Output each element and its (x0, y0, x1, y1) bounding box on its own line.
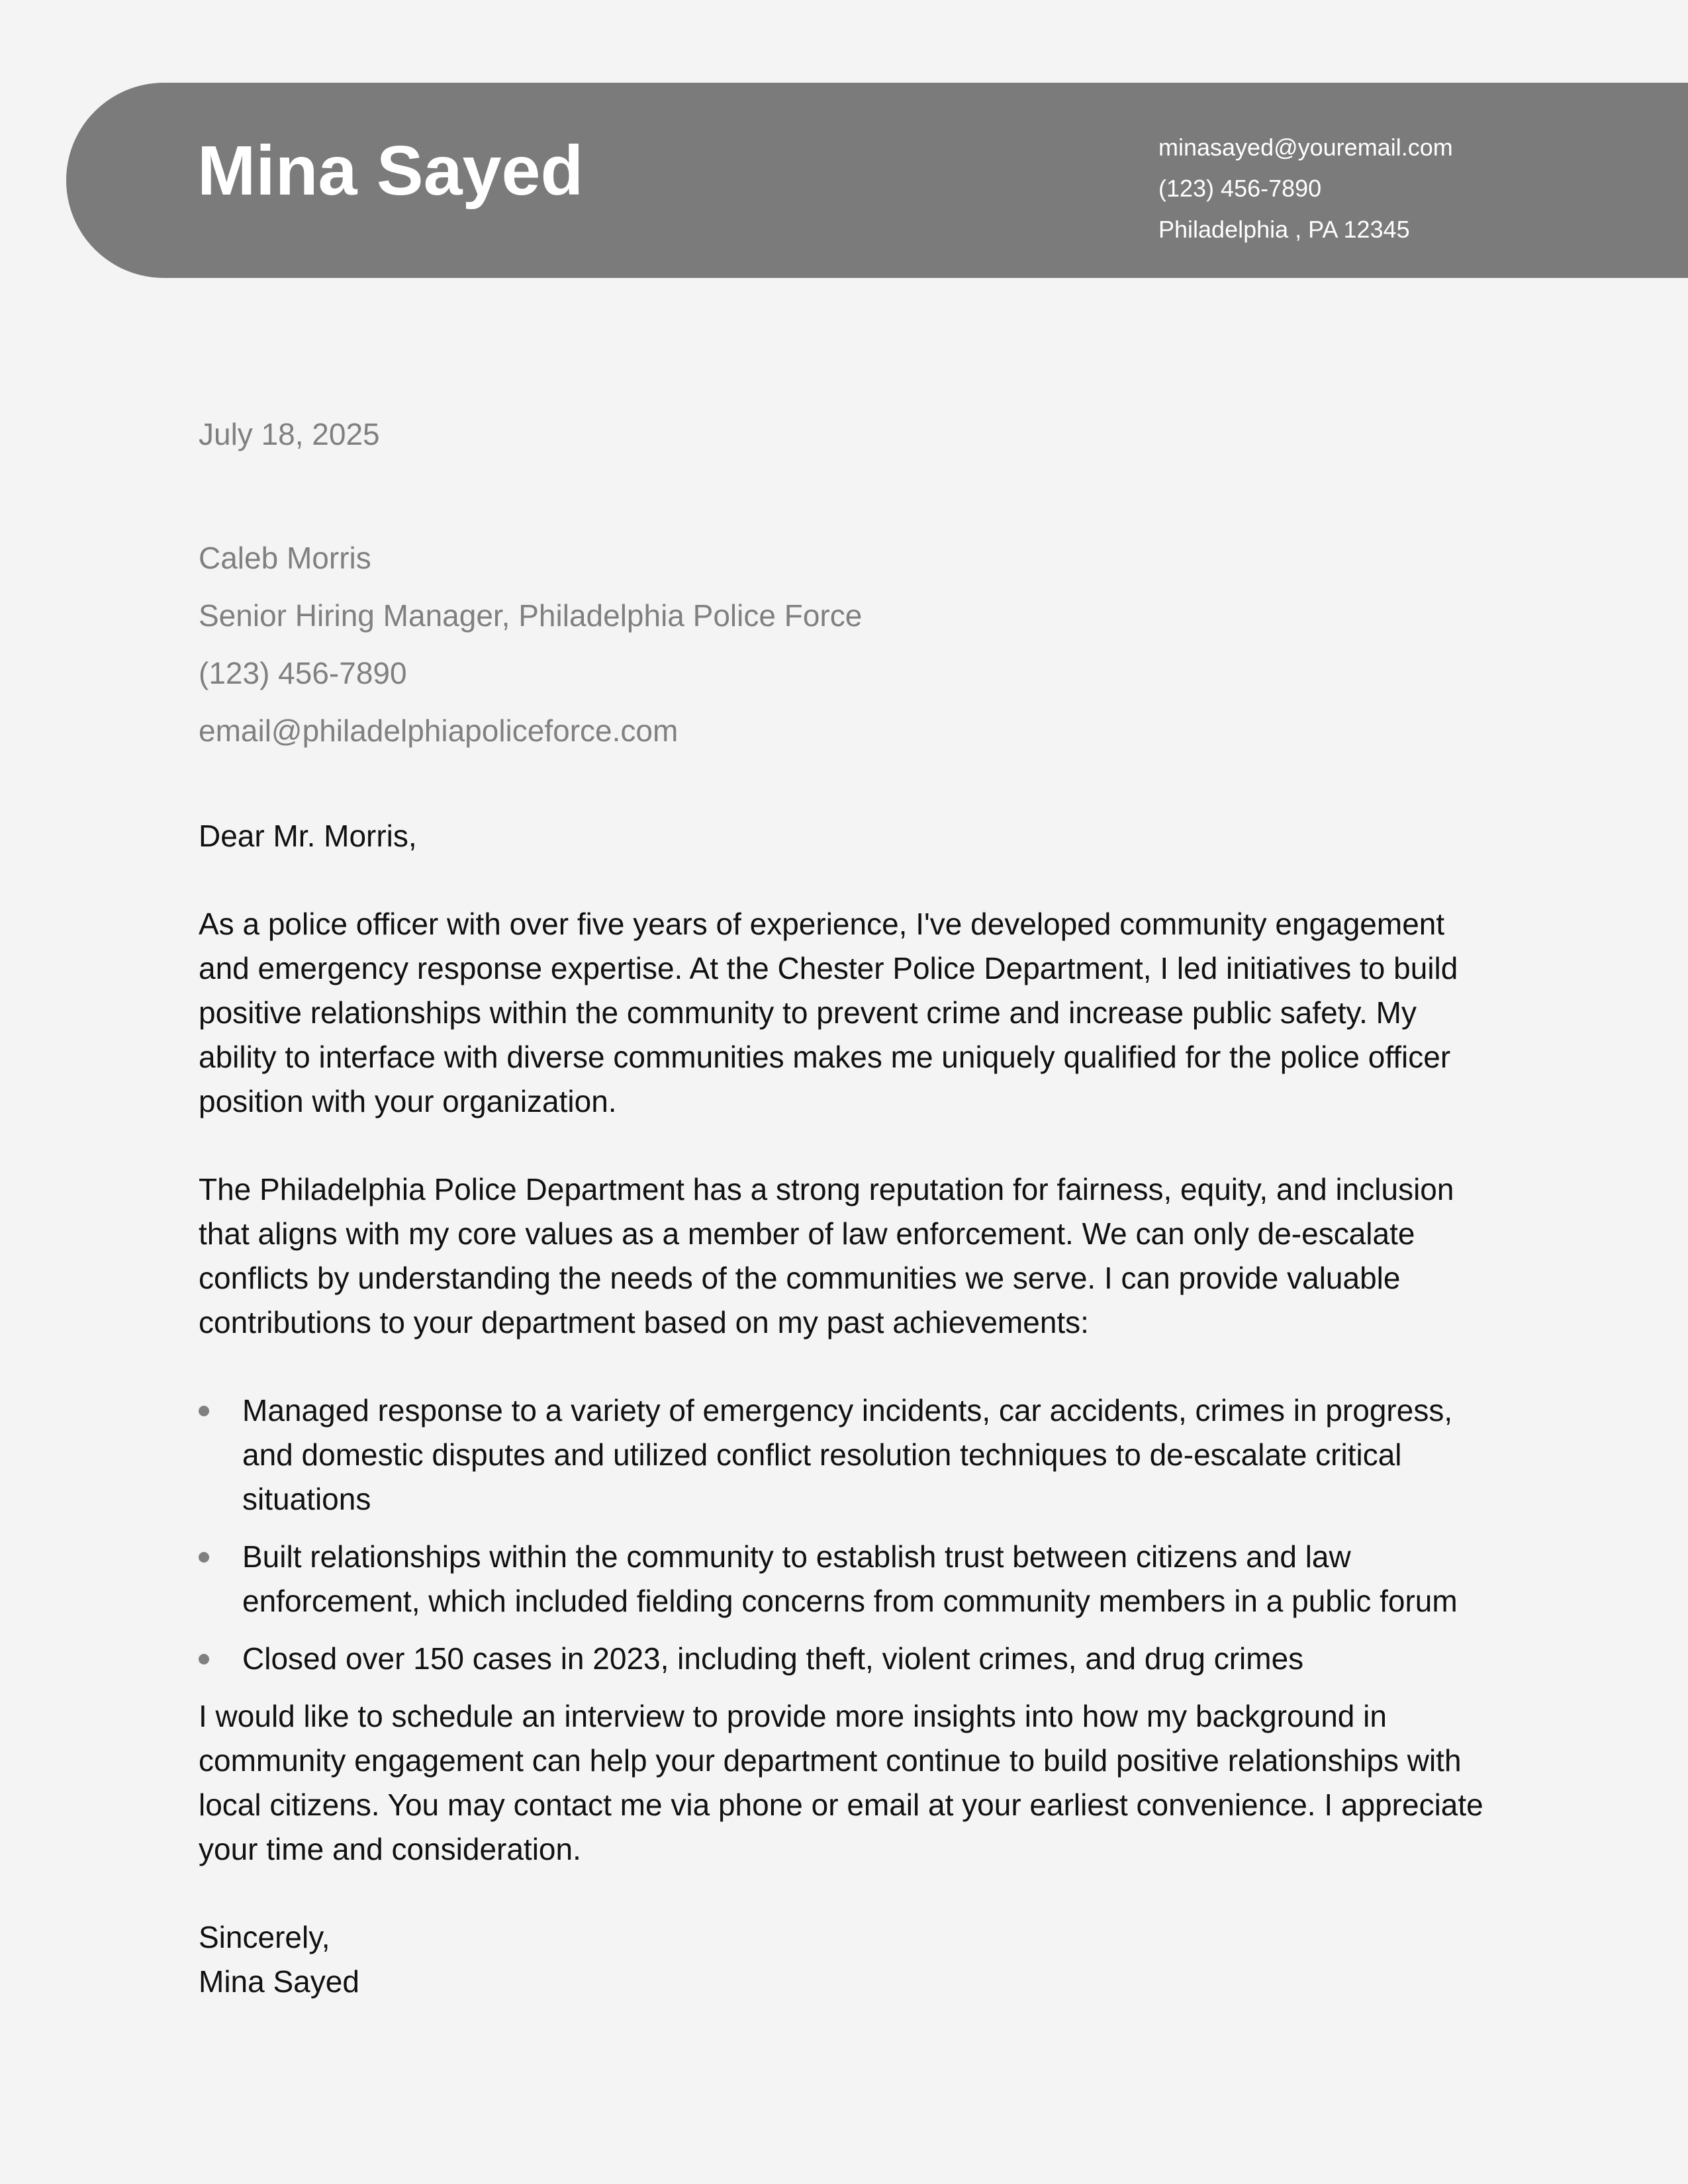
recipient-phone: (123) 456-7890 (199, 656, 407, 690)
sender-email: minasayed@youremail.com (1158, 134, 1453, 161)
recipient-name: Caleb Morris (199, 541, 371, 575)
bullet-icon (199, 1654, 209, 1664)
list-item (199, 1388, 1503, 1522)
sender-contact (1158, 127, 1662, 250)
achievement-text: Built relationships within the community to establish trust between citizens and law enforcement, which included fielding concerns from community members in a public forum (242, 1539, 1458, 1618)
achievements-list (199, 1388, 1503, 1681)
letter-body (199, 814, 1503, 2004)
paragraph-closing: I would like to schedule an interview to provide more insights into how my background in community engagement can help your department continue to build positive relationships with local citizens. You may contact me via phone or email at your earliest convenience. I appreciate your time and consideration. (199, 1699, 1483, 1866)
paragraph-department: The Philadelphia Police Department has a strong reputation for fairness, equity, and inclusion that aligns with my core values as a member of law enforcement. We can only de-escalate conflicts by understanding the needs of the communities we serve. I can provide valuable contributions to your department based on my past achievements: (199, 1172, 1454, 1340)
sender-location: Philadelphia , PA 12345 (1158, 216, 1410, 243)
sender-phone: (123) 456-7890 (1158, 175, 1322, 202)
list-item (199, 1637, 1503, 1681)
sign-off: Sincerely, (199, 1920, 330, 1954)
bullet-icon (199, 1552, 209, 1563)
recipient-block (199, 529, 862, 760)
sender-name: Mina Sayed (197, 132, 584, 210)
achievement-text: Closed over 150 cases in 2023, including theft, violent crimes, and drug crimes (242, 1641, 1304, 1676)
paragraph-intro: As a police officer with over five years of experience, I've developed community engagement and emergency response expertise. At the Chester Police Department, I led initiatives to build positive relationships within the community to prevent crime and increase public safety. My ability to interface with diverse communities makes me uniquely qualified for the police officer position with your organization. (199, 907, 1458, 1118)
recipient-title: Senior Hiring Manager, Philadelphia Police Force (199, 598, 863, 633)
achievement-text: Managed response to a variety of emergency incidents, car accidents, crimes in progress, and domestic disputes and utilized conflict resolution techniques to de-escalate critical situations (242, 1393, 1453, 1516)
letter-date: July 18, 2025 (199, 417, 380, 451)
list-item (199, 1535, 1503, 1623)
bullet-icon (199, 1406, 209, 1416)
salutation: Dear Mr. Morris, (199, 819, 417, 853)
signature-name: Mina Sayed (199, 1964, 359, 1999)
recipient-email: email@philadelphiapoliceforce.com (199, 713, 679, 748)
closing-block (199, 1915, 1503, 2004)
